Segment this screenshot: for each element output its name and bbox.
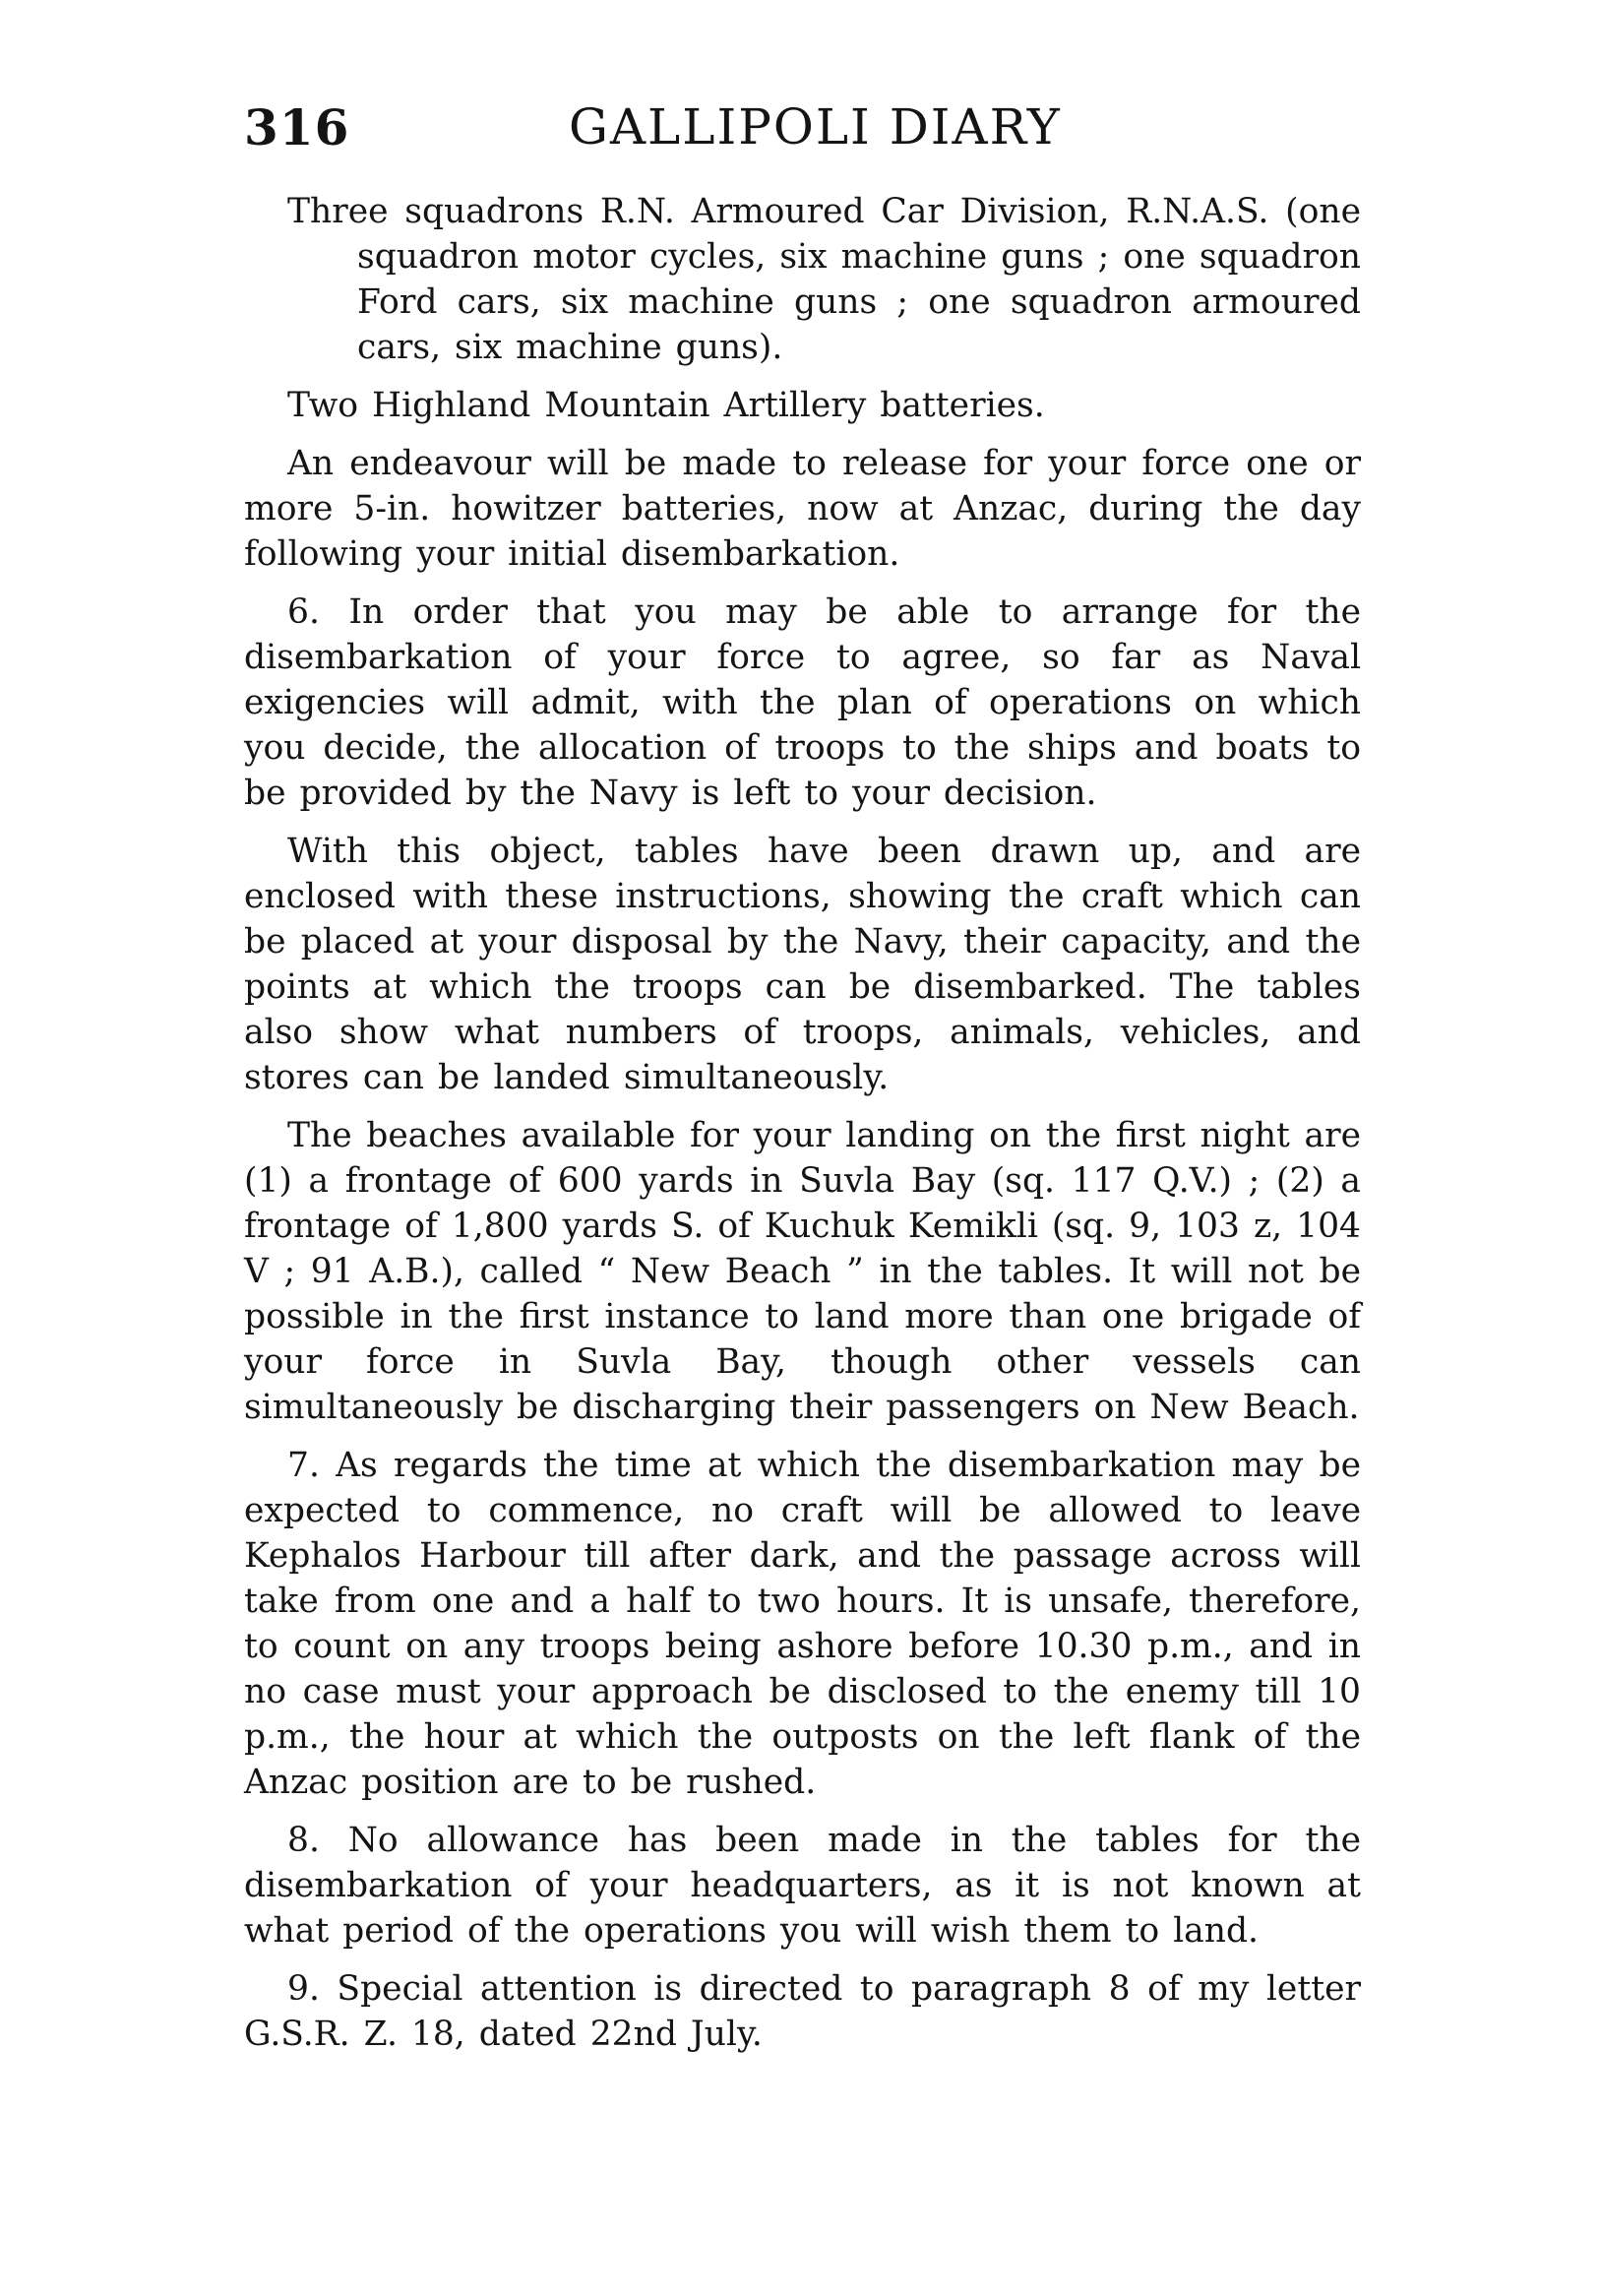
paragraph-tables: With this object, tables have been drawn up, and are enclosed with these instructions, showing the craft which can be placed at your disposal by the Navy, their capacity, and the points at which the troops can be disembarked. The tables also show what numbers of troops, animals, vehicles, and stores can be landed simultaneously.: [244, 832, 1361, 1097]
paragraph-8-headquarters: 8. No allowance has been made in the tables for the disembarkation of your headquarters, as it is not known at what period of the operations you will wish them to land.: [244, 1821, 1361, 1951]
paragraph-6-disembarkation: 6. In order that you may be able to arrange for the disembarkation of your force to agree, so far as Naval exigencies will admit, with the plan of operations on which you decide, the allocation of troops to the ships and boats to be provided by the Navy is left to your decision.: [244, 592, 1361, 813]
body-text: [244, 189, 1361, 2057]
paragraph-howitzer-batteries: An endeavour will be made to release for your force one or more 5-in. howitzer batteries, now at Anzac, during the day following your initial disembarkation.: [244, 444, 1361, 574]
paragraph-7-timing: 7. As regards the time at which the disembarkation may be expected to commence, no craft will be allowed to leave Kephalos Harbour till after dark, and the passage across will take from one and a half to two hours. It is unsafe, therefore, to count on any troops being ashore before 10.30 p.m., and in no case must your approach be disclosed to the enemy till 10 p.m., the hour at which the outposts on the left flank of the Anzac position are to be rushed.: [244, 1446, 1361, 1802]
page-number: 316: [244, 98, 350, 156]
paragraph-mountain-artillery: Two Highland Mountain Artillery batteries.: [287, 386, 1045, 425]
paragraph-beaches: The beaches available for your landing on the first night are (1) a frontage of 600 yards in Suvla Bay (sq. 117 Q.V.) ; (2) a frontage of 1,800 yards S. of Kuchuk Kemikli (sq. 9, 103 z, 104 V ; 91 A.B.), called “ New Beach ” in the tables. It will not be possible in the first instance to land more than one brigade of your force in Suvla Bay, though other vessels can simultaneously be discharging their passengers on New Beach.: [244, 1116, 1361, 1427]
paragraph-armoured-cars: Three squadrons R.N. Armoured Car Division, R.N.A.S. (one squadron motor cycles, six machine guns ; one squadron Ford cars, six machine guns ; one squadron armoured cars, six machine guns).: [287, 192, 1361, 367]
paragraph-9-special-attention: 9. Special attention is directed to paragraph 8 of my letter G.S.R. Z. 18, dated 22nd July.: [244, 1969, 1361, 2054]
running-title: GALLIPOLI DIARY: [569, 98, 1062, 155]
running-head: [244, 98, 1169, 167]
